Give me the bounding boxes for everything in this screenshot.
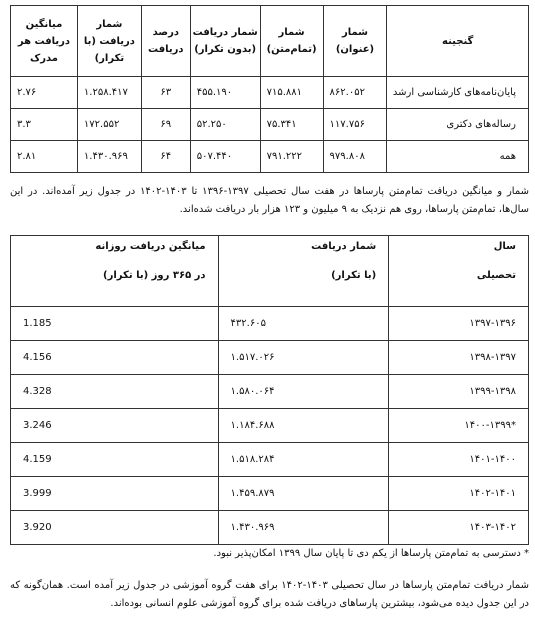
header-line: سال <box>493 241 516 252</box>
cell-titles: ۹۷۹.۸۰۸ <box>323 141 387 173</box>
table-header-row <box>11 6 529 77</box>
cell-year: ۱۴۰۱-۱۴۰۰ <box>389 443 529 477</box>
cell-year: ۱۳۹۸-۱۳۹۷ <box>389 341 529 375</box>
header-line: تحصیلی <box>476 270 516 281</box>
cell-fulltext: ۷۱۵.۸۸۱ <box>260 77 323 109</box>
cell-fulltext: ۷۹۱.۲۲۲ <box>260 141 323 173</box>
cell-fulltext: ۷۵.۳۴۱ <box>260 109 323 141</box>
cell-year: *۱۴۰۰-۱۳۹۹ <box>389 409 529 443</box>
table-row <box>11 77 529 109</box>
cell-downloads: ۱.۱۸۴.۶۸۸ <box>218 409 389 443</box>
cell-downloads: ۴۳۲.۶۰۵ <box>218 307 389 341</box>
cell-percent: ۶۳ <box>141 77 190 109</box>
header-daily-average <box>11 236 219 307</box>
footnote: * دسترسی به تمام‌متن پارساها از یکم دی تا پایان سال ۱۳۹۹ امکان‌پذیر نبود. <box>213 548 529 559</box>
repository-stats-table <box>10 5 529 173</box>
cell-average: ۳.۳ <box>11 109 78 141</box>
header-line: در ۳۶۵ روز (با تکرار) <box>103 270 206 281</box>
table-row <box>11 307 529 341</box>
header-avg-per-document: میانگین دریافت هر مدرک <box>11 6 78 77</box>
cell-year: ۱۳۹۹-۱۳۹۸ <box>389 375 529 409</box>
header-downloads-unique: شمار دریافت (بدون تکرار) <box>190 6 260 77</box>
cell-unique: ۵۰۷.۴۴۰ <box>190 141 260 173</box>
header-count-titles: شمار (عنوان) <box>323 6 387 77</box>
header-download-percent: درصد دریافت <box>141 6 190 77</box>
cell-repository: رساله‌های دکتری <box>387 109 529 141</box>
cell-downloads: ۱.۴۵۹.۸۷۹ <box>218 477 389 511</box>
cell-average: ۲.۸۱ <box>11 141 78 173</box>
intro-paragraph: شمار و میانگین دریافت تمام‌متن پارساها در هفت سال تحصیلی ۱۳۹۷-۱۳۹۶ تا ۱۴۰۳-۱۴۰۲ در جدول زیر آمده‌اند. در این سال‌ها، تمام‌متن پارساها، روی هم نزدیک به ۹ میلیون و ۱۲۳ هزار بار دریافت شده‌اند. <box>10 186 529 215</box>
cell-daily-average: 4.159 <box>11 443 219 477</box>
cell-repository: همه <box>387 141 529 173</box>
cell-unique: ۴۵۵.۱۹۰ <box>190 77 260 109</box>
cell-average: ۲.۷۶ <box>11 77 78 109</box>
table-row <box>11 109 529 141</box>
cell-repository: پایان‌نامه‌های کارشناسی ارشد <box>387 77 529 109</box>
cell-daily-average: 3.920 <box>11 511 219 545</box>
cell-downloads: ۱.۵۸۰.۰۶۴ <box>218 375 389 409</box>
cell-downloads: ۱.۵۱۸.۲۸۴ <box>218 443 389 477</box>
header-count-fulltext: شمار (تمام‌متن) <box>260 6 323 77</box>
cell-percent: ۶۴ <box>141 141 190 173</box>
header-downloads-repeat: شمار دریافت (با تکرار) <box>77 6 141 77</box>
header-repository: گنجینه <box>387 6 529 77</box>
cell-titles: ۸۶۲.۰۵۲ <box>323 77 387 109</box>
cell-daily-average: 3.999 <box>11 477 219 511</box>
header-line: (با تکرار) <box>331 270 377 281</box>
table-row <box>11 341 529 375</box>
yearly-downloads-table <box>10 235 529 545</box>
header-line: میانگین دریافت روزانه <box>95 241 206 252</box>
table-row <box>11 477 529 511</box>
header-line: شمار دریافت <box>311 241 377 252</box>
table-header-row <box>11 236 529 307</box>
closing-paragraph: شمار دریافت تمام‌متن پارساها در سال تحصیلی ۱۴۰۳-۱۴۰۲ برای هفت گروه آموزشی در جدول زیر آمده است. همان‌گونه که در این جدول دیده می‌شود، بیشترین پارساهای دریافت شده برای گروه آموزشی علوم انسانی بوده‌اند. <box>10 580 529 609</box>
header-download-count <box>218 236 389 307</box>
cell-titles: ۱۱۷.۷۵۶ <box>323 109 387 141</box>
cell-daily-average: 3.246 <box>11 409 219 443</box>
table-row <box>11 511 529 545</box>
table-row <box>11 375 529 409</box>
header-academic-year <box>389 236 529 307</box>
cell-repeat: ۱۷۲.۵۵۲ <box>77 109 141 141</box>
table-row <box>11 141 529 173</box>
cell-repeat: ۱.۲۵۸.۴۱۷ <box>77 77 141 109</box>
cell-year: ۱۳۹۷-۱۳۹۶ <box>389 307 529 341</box>
cell-percent: ۶۹ <box>141 109 190 141</box>
cell-daily-average: 1.185 <box>11 307 219 341</box>
cell-year: ۱۴۰۲-۱۴۰۱ <box>389 477 529 511</box>
cell-year: ۱۴۰۳-۱۴۰۲ <box>389 511 529 545</box>
cell-daily-average: 4.328 <box>11 375 219 409</box>
cell-daily-average: 4.156 <box>11 341 219 375</box>
cell-unique: ۵۲.۲۵۰ <box>190 109 260 141</box>
table-row <box>11 409 529 443</box>
cell-downloads: ۱.۴۳۰.۹۶۹ <box>218 511 389 545</box>
cell-repeat: ۱.۴۳۰.۹۶۹ <box>77 141 141 173</box>
table-row <box>11 443 529 477</box>
cell-downloads: ۱.۵۱۷.۰۲۶ <box>218 341 389 375</box>
